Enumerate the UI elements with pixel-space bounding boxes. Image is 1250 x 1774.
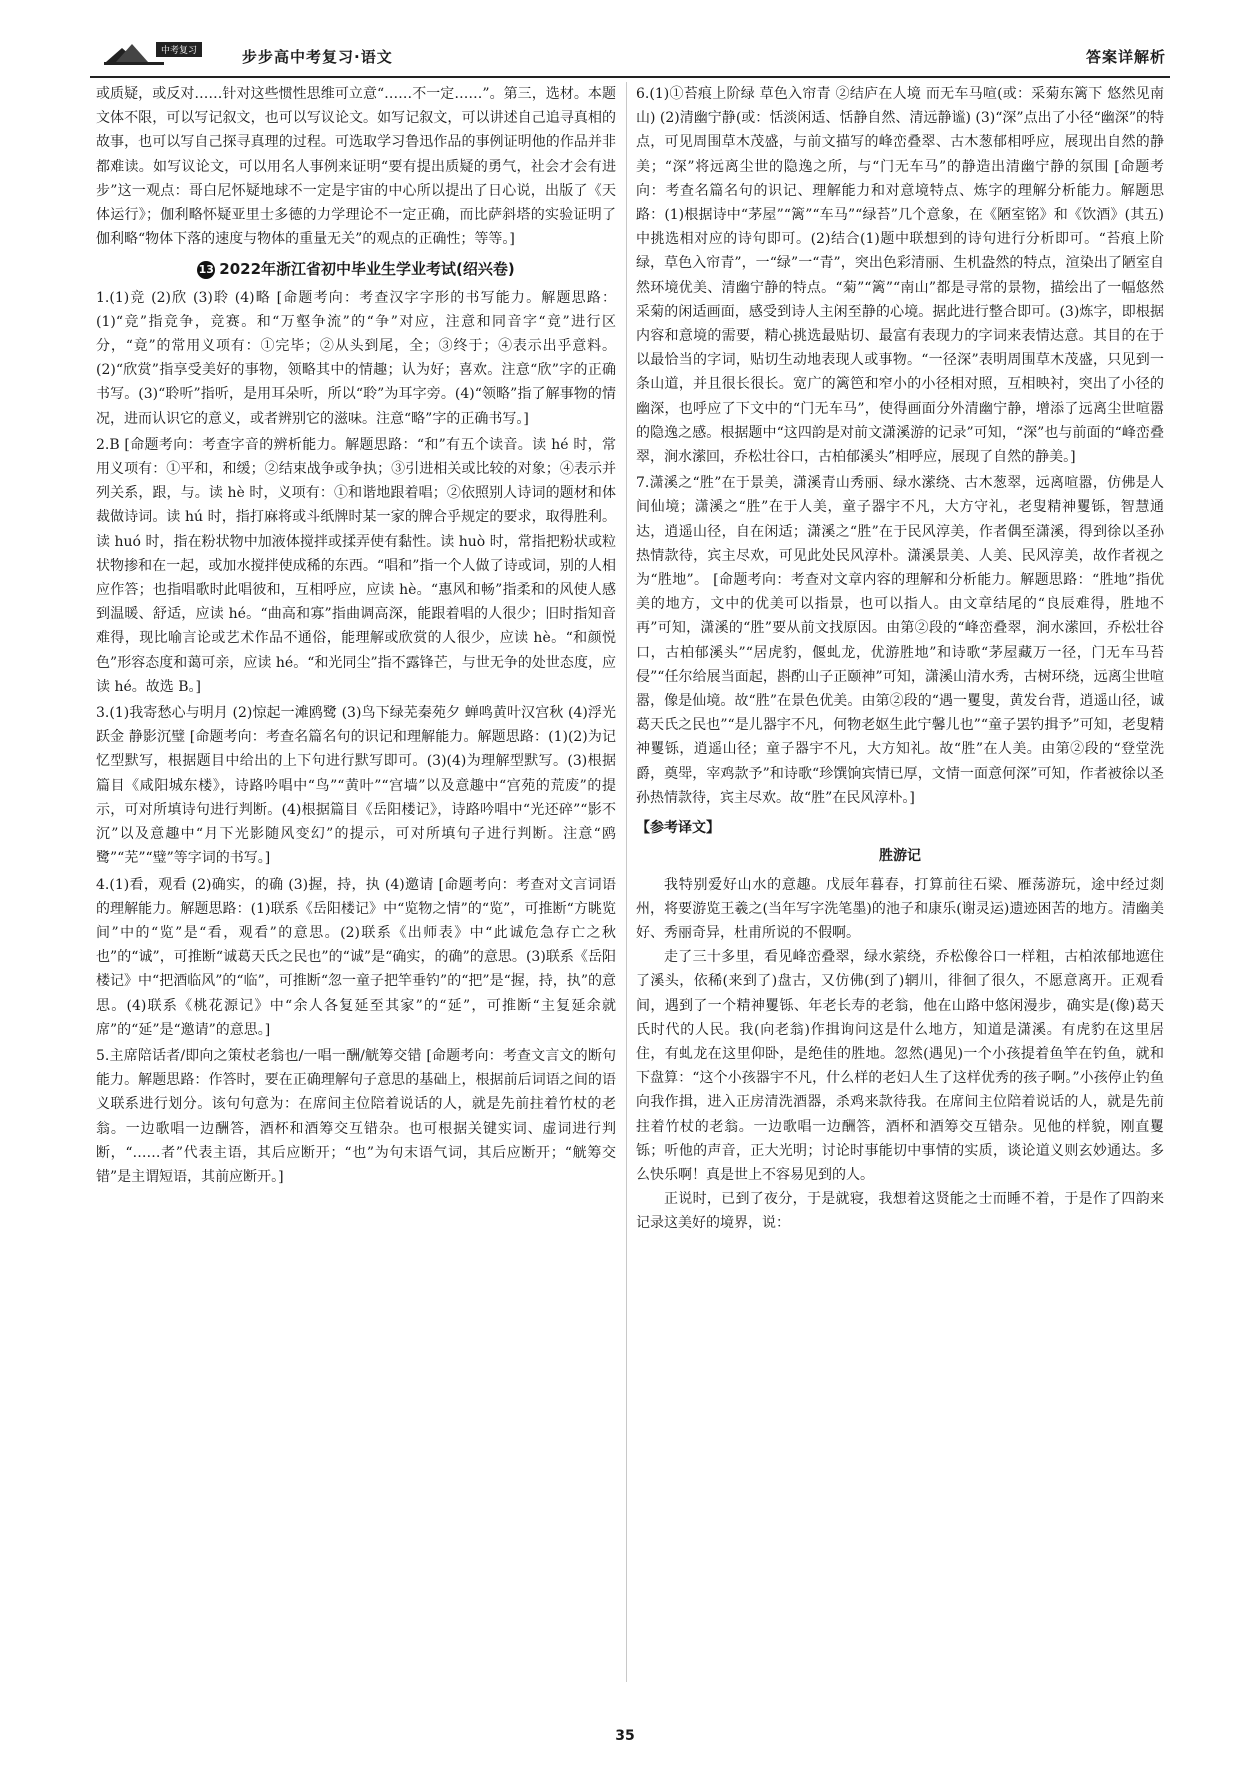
continuation-paragraph: 或质疑，或反对……针对这些惯性思维可立意“……不一定……”。第三，选材。本题文体不限，可以写记叙文，也可以写议论文。如写记叙文，可以讲述自己追寻真相的故事，也可以写自己探寻真理的过程。可选取学习鲁迅作品的事例证明他的作品并非都难读。如写议论文，可以用名人事例来证明“要有提出质疑的勇气，社会才会有进步”这一观点：哥白尼怀疑地球不一定是宇宙的中心所以提出了日心说，出版了《天体运行》；伽利略怀疑亚里士多德的力学理论不一定正确，而比萨斜塔的实验证明了伽利略“物体下落的速度与物体的重量无关”的观点的正确性；等等。] bbox=[96, 86, 616, 248]
answer-q6: 6.(1)①苔痕上阶绿 草色入帘青 ②结庐在人境 而无车马喧(或：采菊东篱下 悠然见南山) (2)清幽宁静(或：恬淡闲适、恬静自然、清远静谧) (3)“深”点出了小径“幽深”的特点，可见周围草木茂盛，与前文描写的峰峦叠翠、古木葱郁相呼应，展现出自然的静美；“深”将远离尘世的隐逸之所，与“门无车马”的静造出清幽宁静的氛围 [命题考向：考查名篇名句的识记、理解能力和对意境特点、炼字的理解分析能力。解题思路：(1)根据诗中“茅屋”“篱”“车马”“绿苔”几个意象，在《陋室铭》和《饮酒》(其五)中挑选相对应的诗句即可。(2)结合(1)题中联想到的诗句进行分析即可。“苔痕上阶绿，草色入帘青”，一“绿”一“青”，突出色彩清丽、生机盎然的特点，渲染出了陋室自然环境优美、清幽宁静的特点。“菊”“篱”“南山”都是寻常的景物，描绘出了一幅悠然采菊的闲适画面，感受到诗人主闲至静的心境。据此进行整合即可。(3)炼字，即根据内容和意境的需要，精心挑选最贴切、最富有表现力的字词来表情达意。其目的在于以最恰当的字词，贴切生动地表现人或事物。“一径深”表明周围草木茂盛，只见到一条山道，并且很长很长。宽广的篱笆和窄小的小径相对照，互相映衬，突出了小径的幽深，也呼应了下文中的“门无车马”，使得画面分外清幽宁静，增添了远离尘世喧嚣的隐逸之感。根据题中“这四韵是对前文潇溪游的记录”可知，“深”也与前面的“峰峦叠翠，涧水潆回，乔松壮谷口，古柏郁溪头”相呼应，展现了自然的静美。] bbox=[636, 86, 1164, 466]
answer-q5: 5.主席陪话者/即向之策杖老翁也/一唱一酬/觥筹交错 [命题考向：考查文言文的断句能力。解题思路：作答时，要在正确理解句子意思的基础上，根据前后词语之间的语义联系进行划分。该句句意为：在席间主位陪着说话的人，就是先前拄着竹杖的老翁。一边歌唱一边酬答，酒杯和酒筹交互错杂。也可根据关键实词、虚词进行判断，“……者”代表主语，其后应断开；“也”为句末语气词，其后应断开；“觥筹交错”是主谓短语，其前应断开。] bbox=[96, 1047, 616, 1185]
answer-q3: 3.(1)我寄愁心与明月 (2)惊起一滩鸥鹭 (3)鸟下绿芜秦苑夕 蝉鸣黄叶汉宫秋 (4)浮光跃金 静影沉璧 [命题考向：考查名篇名句的识记和理解能力。解题思路：(1)(2)为记忆型默写，根据题目中给出的上下句进行默写即可。(3)(4)为理解型默写。(3)根据篇目《咸阳城东楼》，诗路吟唱中“鸟”“黄叶”“宫墙”以及意趣中“宫苑的荒废”的提示，可对所填诗句进行判断。(4)根据篇目《岳阳楼记》，诗路吟唱中“光还碎”“影不沉”以及意趣中“月下光影随风变幻”的提示，可对所填句子进行判断。注意“鸥鹭”“芜”“璧”等字词的书写。] bbox=[96, 705, 616, 867]
translation-paragraph-1: 我特别爱好山水的意趣。戊辰年暮春，打算前往石梁、雁荡游玩，途中经过剡州，将要游览王羲之(当年写字洗笔墨)的池子和康乐(谢灵运)遗迹困苦的地方。清幽美好、秀丽奇异，杜甫所说的不假啊。 bbox=[636, 876, 1164, 941]
translation-paragraph-2: 走了三十多里，看见峰峦叠翠，绿水萦绕，乔松像谷口一样粗，古柏浓郁地遮住了溪头，依稀(来到了)盘古，又仿佛(到了)辋川，徘徊了很久，不愿意离开。正观看间，遇到了一个精神矍铄、年老长寿的老翁，他在山路中悠闲漫步，确实是(像)葛天氏时代的人民。我(向老翁)作揖询问这是什么地方，知道是潇溪。有虎豹在这里居住，有虬龙在这里仰卧，是绝佳的胜地。忽然(遇见)一个小孩提着鱼竿在钓鱼，就和下盘算：“这个小孩器宇不凡，什么样的老妇人生了这样优秀的孩子啊。”小孩停止钓鱼向我作揖，进入正房清洗酒器，杀鸡来款待我。在席间主位陪着说话的人，就是先前拄着竹杖的老翁。一边歌唱一边酬答，酒杯和酒筹交互错杂。见他的样貌，刚直矍铄；听他的声音，正大光明；讨论时事能切中事情的实质，谈论道义则玄妙通达。多么快乐啊！真是世上不容易见到的人。 bbox=[636, 949, 1164, 1183]
exam-title bbox=[96, 257, 616, 281]
reference-translation-heading: 【参考译文】 bbox=[636, 820, 720, 837]
right-column bbox=[636, 82, 1164, 1236]
translation-paragraph-3: 正说时，已到了夜分，于是就寝，我想着这贤能之士而睡不着，于是作了四韵来记录这美好的境界，说： bbox=[636, 1191, 1164, 1232]
answer-q2: 2.B [命题考向：考查字音的辨析能力。解题思路：“和”有五个读音。读 hé 时，常用义项有：①平和，和缓；②结束战争或争执；③引进相关或比较的对象；④表示并列关系，跟，与。读 hè 时，义项有：①和谐地跟着唱；②依照别人诗词的题材和体裁做诗词。读 hú 时，指打麻将或斗纸牌时某一家的牌合乎规定的要求，取得胜利。读 huó 时，指在粉状物中加液体搅拌或揉弄使有黏性。读 huò 时，常指把粉状或粒状物掺和在一起，或加水搅拌使成稀的东西。“唱和”指一个人做了诗或词，别的人相应作答；也指唱歌时此唱彼和，互相呼应，应读 hè。“惠风和畅”指柔和的风使人感到温暖、舒适，应读 hé。“曲高和寡”指曲调高深，能跟着唱的人很少；旧时指知音难得，现比喻言论或艺术作品不通俗，能理解或欣赏的人很少，应读 hè。“和颜悦色”形容态度和蔼可亲，应读 hé。“和光同尘”指不露锋芒，与世无争的处世态度，应读 hé。故选 B。] bbox=[96, 436, 616, 695]
answer-q1: 1.(1)竞 (2)欣 (3)聆 (4)略 [命题考向：考查汉字字形的书写能力。解题思路：(1)“竞”指竞争，竞赛。和“万壑争流”的“争”对应，注意和同音字“竟”进行区分，“竟”的常用义项有：①完毕；②从头到尾，全；③终于；④表示出乎意料。(2)“欣赏”指享受美好的事物，领略其中的情趣；认为好；喜欢。注意“欣”字的正确书写。(3)“聆听”指听，是用耳朵听，所以“聆”为耳字旁。(4)“领略”指了解事物的情况，进而认识它的意义，或者辨别它的滋味。注意“略”字的正确书写。] bbox=[96, 289, 616, 427]
column-divider bbox=[626, 82, 627, 1682]
exam-title-text: 2022年浙江省初中毕业生学业考试(绍兴卷) bbox=[219, 260, 515, 279]
answer-q4: 4.(1)看，观看 (2)确实，的确 (3)握，持，执 (4)邀请 [命题考向：考查对文言词语的理解能力。解题思路：(1)联系《岳阳楼记》中“览物之情”的“览”，可推断“方眺览间”中的“览”是“看，观看”的意思。(2)联系《出师表》中“此诚危急存亡之秋也”的“诚”，可推断“诚葛天氏之民也”的“诚”是“确实，的确”的意思。(3)联系《岳阳楼记》中“把酒临风”的“临”，可推断“忽一童子把竿垂钓”的“把”是“握，持，执”的意思。(4)联系《桃花源记》中“余人各复延至其家”的“延”，可推断“主复延余就席”的“延”是“邀请”的意思。] bbox=[96, 876, 616, 1038]
translation-title: 胜游记 bbox=[879, 848, 921, 865]
exam-number-badge: 13 bbox=[197, 261, 215, 279]
logo-badge: 中考复习 bbox=[156, 42, 202, 57]
answer-q7: 7.潇溪之“胜”在于景美，潇溪青山秀丽、绿水潆绕、古木葱翠，远离喧嚣，仿佛是人间仙境；潇溪之“胜”在于人美，童子器宇不凡，大方守礼，老叟精神矍铄，智慧通达，逍遥山径，自在闲适；潇溪之“胜”在于民风淳美，作者偶至潇溪，得到徐以圣孙热情款待，宾主尽欢，可见此处民风淳朴。潇溪景美、人美、民风淳美，故作者视之为“胜地”。 [命题考向：考查对文章内容的理解和分析能力。解题思路：“胜地”指优美的地方，文中的优美可以指景，也可以指人。由文章结尾的“良辰难得，胜地不再”可知，潇溪的“胜”要从前文找原因。由第②段的“峰峦叠翠，涧水潆回，乔松壮谷口，古柏郁溪头”“居虎豹，偃虬龙，优游胜地”和诗歌“茅屋藏万一径，门无车马苔侵”“任尔给展当面起，斟酌山子正颐神”可知，潇溪山清水秀，古树环绕，远离尘世喧嚣，像是仙境。故“胜”在景色优美。由第②段的“遇一矍叟，黄发台背，逍遥山径，诚葛天氏之民也”“是儿器宇不凡，何物老妪生此宁馨儿也”“童子罢钓揖予”可知，老叟精神矍铄，逍遥山径；童子器宇不凡，大方知礼。故“胜”在人美。由第②段的“登堂洗爵，奠斝，宰鸡款予”和诗歌“珍馔饷宾情已厚，文情一面意何深”可知，作者被徐以圣孙热情款待，宾主尽欢。故“胜”在民风淳朴。] bbox=[636, 475, 1164, 806]
left-column bbox=[96, 82, 616, 1191]
section-title: 答案详解析 bbox=[1085, 48, 1166, 66]
page-header bbox=[90, 36, 1170, 78]
page-number: 35 bbox=[615, 1728, 635, 1744]
book-title: 步步高中考复习·语文 bbox=[242, 48, 393, 66]
